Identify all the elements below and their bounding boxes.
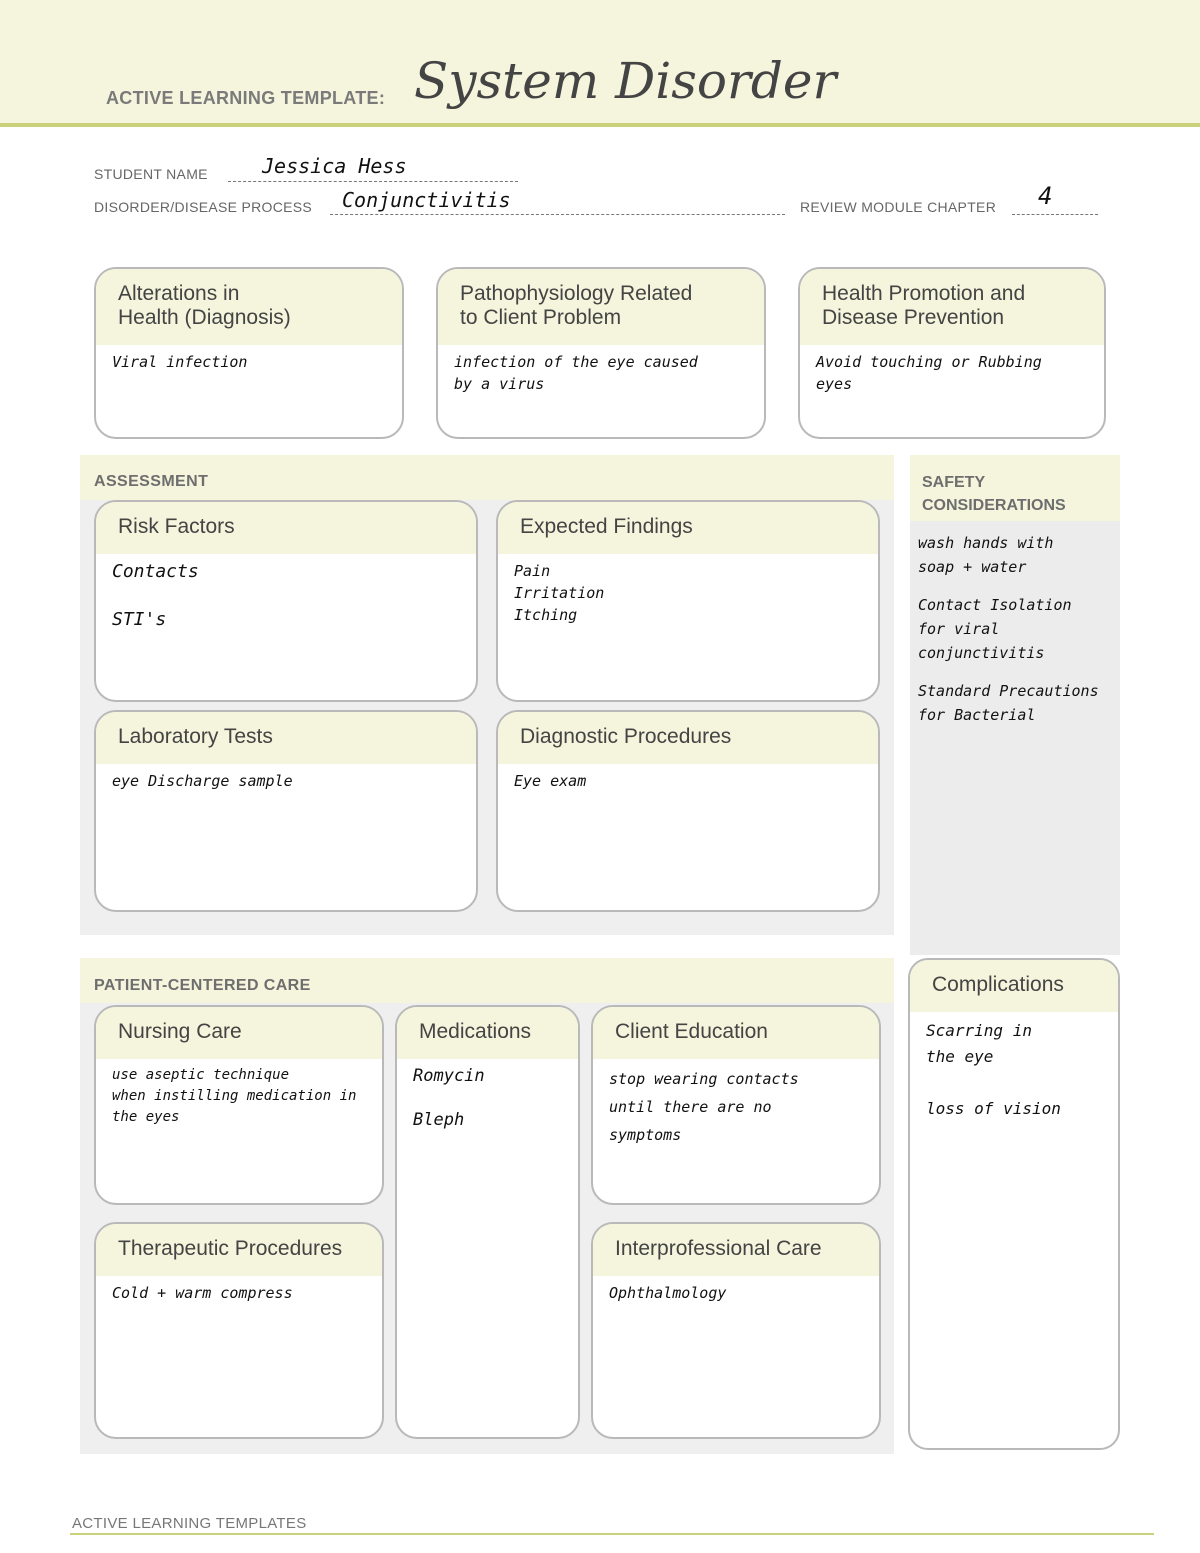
health-promotion-content[interactable]: Avoid touching or Rubbing eyes [816, 353, 1042, 393]
alterations-box [94, 267, 404, 439]
risk-factors-content[interactable]: Contacts STI's [112, 561, 199, 630]
patient-care-label: PATIENT-CENTERED CARE [94, 977, 311, 994]
header-rule [0, 123, 1200, 127]
nursing-care-title: Nursing Care [96, 1007, 382, 1059]
health-promotion-title: Health Promotion and Disease Prevention [800, 269, 1104, 345]
expected-findings-title: Expected Findings [498, 502, 878, 554]
alterations-content[interactable]: Viral infection [112, 353, 248, 371]
pathophysiology-content[interactable]: infection of the eye caused by a virus [454, 353, 698, 393]
complications-title: Complications [910, 960, 1118, 1012]
client-education-title: Client Education [593, 1007, 879, 1059]
student-name-label: STUDENT NAME [94, 166, 208, 182]
assessment-label: ASSESSMENT [94, 473, 209, 490]
medications-content[interactable]: Romycin Bleph [413, 1066, 485, 1130]
interprofessional-care-content[interactable]: Ophthalmology [609, 1284, 727, 1302]
therapeutic-procedures-box [94, 1222, 384, 1439]
health-promotion-box [798, 267, 1106, 439]
footer-text: ACTIVE LEARNING TEMPLATES [72, 1515, 307, 1532]
diagnostic-procedures-title: Diagnostic Procedures [498, 712, 878, 764]
risk-factors-title: Risk Factors [96, 502, 476, 554]
diagnostic-procedures-box [496, 710, 880, 912]
client-education-box [591, 1005, 881, 1205]
interprofessional-care-box [591, 1222, 881, 1439]
medications-box [395, 1005, 580, 1439]
disorder-value[interactable]: Conjunctivitis [342, 188, 511, 212]
complications-box [908, 958, 1120, 1450]
footer-rule [70, 1533, 1154, 1535]
safety-item[interactable]: wash hands with soap + water [918, 534, 1054, 576]
safety-item[interactable]: Standard Precautions for Bacterial [918, 682, 1099, 724]
chapter-label: REVIEW MODULE CHAPTER [800, 199, 997, 215]
template-brand: ACTIVE LEARNING TEMPLATE: [106, 88, 386, 108]
complications-content[interactable]: Scarring in the eye loss of vision [926, 1021, 1061, 1118]
therapeutic-procedures-content[interactable]: Cold + warm compress [112, 1284, 293, 1302]
student-name-value[interactable]: Jessica Hess [262, 154, 407, 178]
interprofessional-care-title: Interprofessional Care [593, 1224, 879, 1276]
chapter-value[interactable]: 4 [1038, 182, 1053, 210]
expected-findings-content[interactable]: Pain Irritation Itching [514, 562, 605, 624]
disorder-label: DISORDER/DISEASE PROCESS [94, 199, 313, 215]
risk-factors-box [94, 500, 478, 702]
nursing-care-content[interactable]: use aseptic technique when instilling medication in the eyes [112, 1067, 357, 1125]
nursing-care-box [94, 1005, 384, 1205]
pathophysiology-title: Pathophysiology Related to Client Problem [438, 269, 764, 345]
diagnostic-procedures-content[interactable]: Eye exam [514, 772, 587, 790]
chapter-line [1012, 213, 1098, 215]
therapeutic-procedures-title: Therapeutic Procedures [96, 1224, 382, 1276]
expected-findings-box [496, 500, 880, 702]
safety-item[interactable]: Contact Isolation for viral conjunctivitis [918, 596, 1072, 662]
alterations-title: Alterations in Health (Diagnosis) [96, 269, 402, 345]
safety-panel [910, 455, 1120, 955]
disorder-line [330, 213, 785, 215]
student-name-line [228, 180, 518, 182]
laboratory-tests-box [94, 710, 478, 912]
safety-label: SAFETY CONSIDERATIONS [910, 455, 1120, 521]
pathophysiology-box [436, 267, 766, 439]
client-education-content[interactable]: stop wearing contacts until there are no symptoms [609, 1070, 799, 1144]
laboratory-tests-content[interactable]: eye Discharge sample [112, 772, 293, 790]
medications-title: Medications [397, 1007, 578, 1059]
laboratory-tests-title: Laboratory Tests [96, 712, 476, 764]
template-title: System Disorder [414, 52, 837, 110]
